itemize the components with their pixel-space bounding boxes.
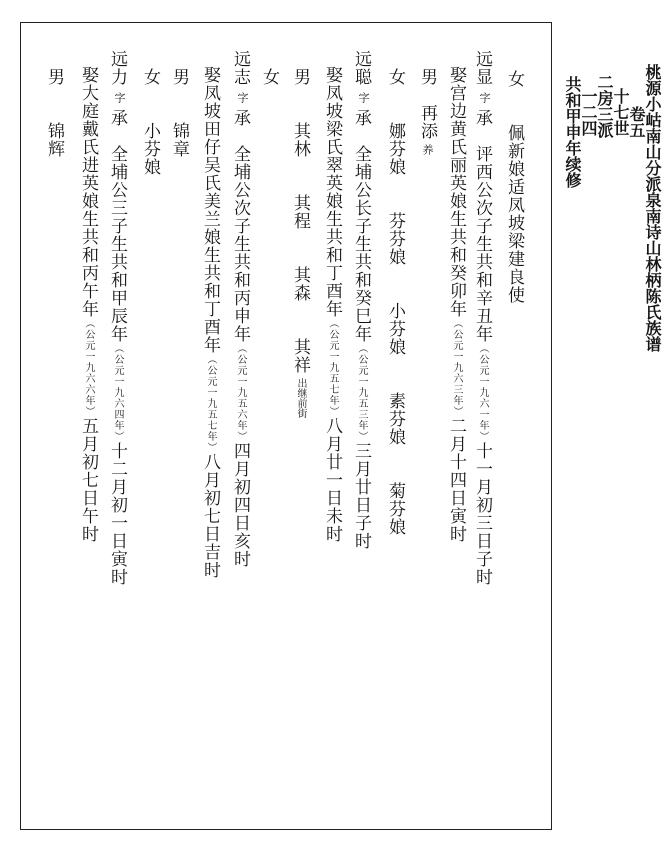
entry-text: 承 全埔公次子生共和丙申年 xyxy=(230,109,250,343)
entry-spouse-wu xyxy=(201,66,218,579)
courtesy-marker: 字 xyxy=(113,92,126,103)
person-name: 远显 xyxy=(472,50,492,86)
entry-text: 男 锦章 xyxy=(169,68,189,158)
gregorian-year: （公元一九五七年） xyxy=(205,354,216,453)
branch-label: 二房三派 xyxy=(595,74,614,138)
entry-text: 承 评西公次子生共和辛丑年 xyxy=(472,109,492,343)
entry-text: 二月十四日寅时 xyxy=(446,417,466,543)
entry-text: 娶大庭戴氏进英娘生共和丙午年 xyxy=(78,66,98,318)
entry-text: 承 全埔公三子生共和甲辰年 xyxy=(107,109,127,343)
entry-daughter-xiaofen xyxy=(141,68,158,176)
entry-son-jinhui xyxy=(45,68,62,158)
gregorian-year: （公元一九六三年） xyxy=(451,318,462,417)
entry-spouse-dai xyxy=(79,66,96,543)
genealogy-title: 桃源小岵南山分派泉南诗山林柄陈氏族谱 xyxy=(643,64,662,352)
edition-label: 共和甲申年续修 xyxy=(563,76,582,188)
person-name: 远聪 xyxy=(351,50,371,86)
entry-daughter-peixin xyxy=(505,70,522,304)
entry-text: 女 小芬娘 xyxy=(140,68,160,176)
entry-text: 娶宫边黄氏丽英娘生共和癸卯年 xyxy=(446,66,466,318)
courtesy-marker: 字 xyxy=(236,92,249,103)
generation-label: 十七世 xyxy=(611,88,630,136)
entry-yuanxian xyxy=(473,50,490,586)
entry-son-zaitian xyxy=(418,68,435,155)
gregorian-year: （公元一九六六年） xyxy=(83,318,94,417)
entry-text: 十一月初三日子时 xyxy=(472,442,492,586)
entry-daughters-fen xyxy=(386,68,403,536)
entry-spouse-huang xyxy=(447,66,464,543)
entry-spouse-liang xyxy=(323,66,340,543)
entry-text: 男 锦辉 xyxy=(44,68,64,158)
entry-text: 娶凤坡梁氏翠英娘生共和丁酉年 xyxy=(322,66,342,318)
adopted-marker: 养 xyxy=(421,144,434,155)
entry-daughter xyxy=(260,68,277,86)
entry-text: 十二月初一日寅时 xyxy=(107,442,127,586)
entry-text: 男 其林 其程 其森 其祥 xyxy=(290,68,310,374)
entry-yuanli xyxy=(108,50,125,586)
gregorian-year: （公元一九五六年） xyxy=(235,343,246,442)
entry-text: 女 佩新娘适凤坡梁建良使 xyxy=(504,70,524,304)
person-name: 远力 xyxy=(107,50,127,86)
page-number: 一二四 xyxy=(579,88,598,136)
gregorian-year: （公元一九五三年） xyxy=(356,343,367,442)
entry-text: 五月初七日午时 xyxy=(78,417,98,543)
adoption-note: 出继前街 xyxy=(295,378,306,418)
entry-text: 女 xyxy=(259,68,279,86)
gregorian-year: （公元一九六四年） xyxy=(112,343,123,442)
entry-text: 三月廿日子时 xyxy=(351,442,371,550)
entry-text: 八月初七日吉时 xyxy=(200,453,220,579)
entry-yuanzhi xyxy=(231,50,248,568)
page-header xyxy=(564,64,660,352)
courtesy-marker: 字 xyxy=(478,92,491,103)
entry-son-jinzhang xyxy=(170,68,187,158)
gregorian-year: （公元一九五七年） xyxy=(327,318,338,417)
entry-text: 四月初四日亥时 xyxy=(230,442,250,568)
entry-text: 八月廿一日未时 xyxy=(322,417,342,543)
entry-text: 承 全埔公长子生共和癸巳年 xyxy=(351,109,371,343)
entry-sons-qi xyxy=(291,68,308,418)
entry-text: 女 娜芬娘 芬芬娘 小芬娘 素芬娘 菊芬娘 xyxy=(385,68,405,536)
entry-text: 娶凤坡田仔吴氏美兰娘生共和丁酉年 xyxy=(200,66,220,354)
person-name: 远志 xyxy=(230,50,250,86)
entry-yuancong xyxy=(352,50,369,550)
volume-label: 卷五 xyxy=(627,106,646,138)
courtesy-marker: 字 xyxy=(357,92,370,103)
entry-text: 男 再添 xyxy=(417,68,437,140)
gregorian-year: （公元一九六一年） xyxy=(477,343,488,442)
